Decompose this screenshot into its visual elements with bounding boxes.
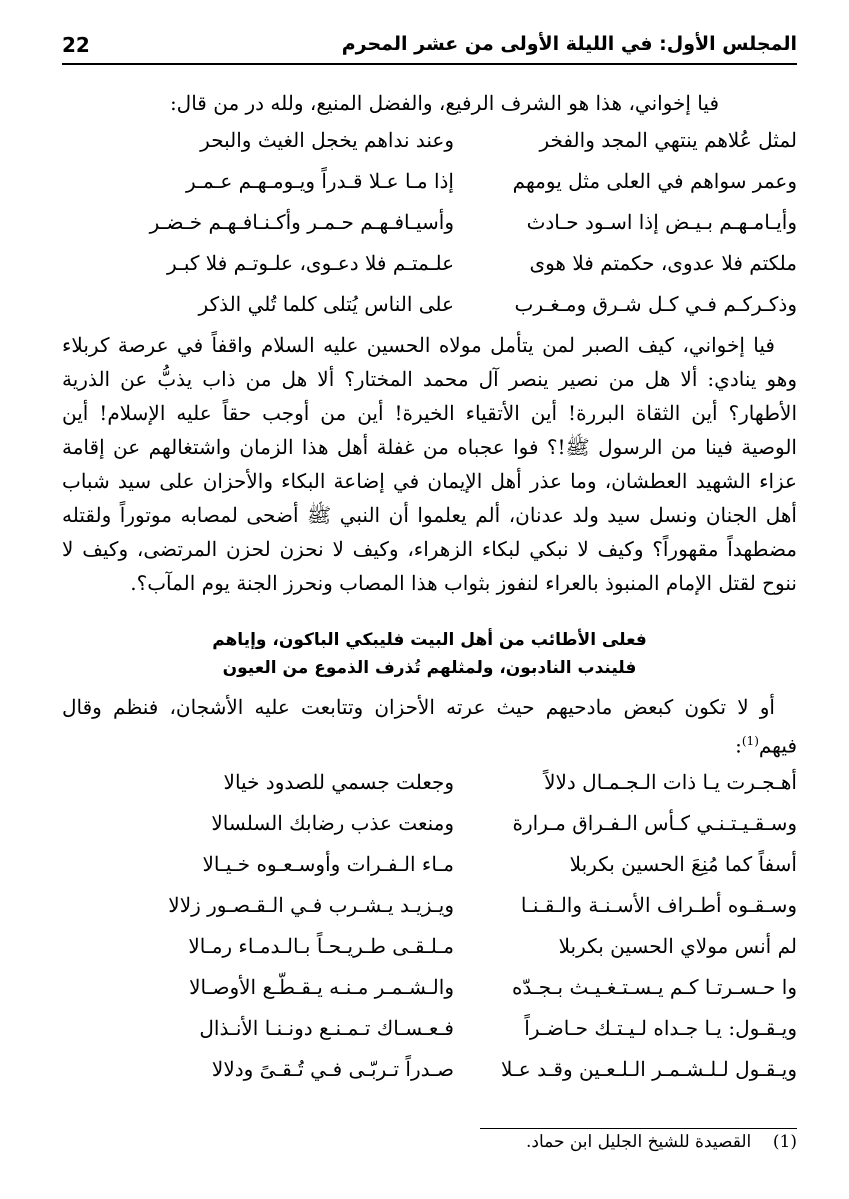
prose-couplet [62,626,797,682]
verse-first-hemistich: وسـقـيـتـنـي كـأس الـفـراق مـرارة [512,811,797,835]
verse-second-hemistich: وعند نداهم يخجل الغيث والبحر [200,128,454,152]
verse-row [62,292,797,333]
verse-first-hemistich: أهـجـرت يـا ذات الـجـمـال دلالاً [544,770,797,794]
verse-second-hemistich: مـاء الـفـرات وأوسـعـوه خـيـالا [202,852,454,876]
verse-first-hemistich: وعمر سواهم في العلى مثل يومهم [512,169,797,193]
verse-second-hemistich: ومنعت عذب رضابك السلسالا [211,811,454,835]
page-number: 22 [62,33,90,57]
verse-second-hemistich: مـلـقـى طـريـحـاً بـالـدمـاء رمـالا [188,934,454,958]
paragraph-text: أو لا تكون كبعض مادحيهم حيث عرته الأحزان وتتابعت عليه الأشجان، فنظم وقال فيهم [62,695,797,758]
couplet-line: فليندب النادبون، ولمثلهم تُذرف الذموع من العيون [222,658,637,678]
verse-second-hemistich: صـدراً تـربّـى فـي تُـقـىً ودلالا [211,1057,454,1081]
verse-first-hemistich: وا حـسـرتـا كـم يـسـتـغـيـث بـجـدّه [511,975,797,999]
verse-second-hemistich: وأسيـافـهـم حـمـر وأكـنـافـهـم خـضـر [149,210,454,234]
verse-first-hemistich: وذكـركـم فـي كـل شـرق ومـغـرب [514,292,797,316]
couplet-line: فعلى الأطائب من أهل البيت فليبكي الباكون، وإياهم [212,630,647,650]
footnote-marker: (1) [772,1132,797,1152]
verse-second-hemistich: فـعـسـاك تـمـنـع دونـنـا الأنـذال [199,1016,454,1040]
verse-row [62,1057,797,1098]
verse-first-hemistich: أسفاً كما مُنِعَ الحسين بكربلا [569,852,797,876]
verse-first-hemistich: ويـقـول لـلـشـمـر الـلـعـين وقـد عـلا [500,1057,797,1081]
verse-row [62,169,797,210]
paragraph-text: فيا إخواني، كيف الصبر لمن يتأمل مولاه الحسين عليه السلام واقفاً في عرصة كربلاء وهو ينادي: ألا هل من نصير ينصر آل محمد المختار؟ ألا هل من ذاب يذبُّ عن الذرية الأطهار؟ أين الثقاة البررة! أين الأتقياء الخيرة! أين من أوجب حقاً عليه الإسلام! أين الوصية فينا من الرسول ﷺ!؟ فوا عجباه من غفلة أهل هذا الزمان واشتغالهم عن إقامة عزاء الشهيد العطشان، وما عذر أهل الإيمان في إضاعة البكاء والأحزان على سيد شباب أهل الجنان ونسل سيد ولد عدنان، ألم يعلموا أن النبي ﷺ أضحى لمصابه موتوراً ولقتله مضطهداً مقهوراً؟ وكيف لا نبكي لبكاء الزهراء، وكيف لا نحزن لحزن المرتضى، وكيف لا ننوح لقتل الإمام المنبوذ بالعراء لنفوز بثواب هذا المصاب ونحرز الجنة يوم المآب؟. [62,333,797,595]
verse-row [62,934,797,975]
page-header [62,33,797,65]
verse-second-hemistich: ويـزيـد يـشـرب فـي الـقـصـور زلالا [168,893,454,917]
footnote-text: القصيدة للشيخ الجليل ابن حماد. [525,1132,752,1152]
verse-row [62,811,797,852]
verse-row [62,1016,797,1057]
verse-second-hemistich: على الناس يُتلى كلما تُلي الذكر [198,292,454,316]
verse-first-hemistich: لمثل عُلاهم ينتهي المجد والفخر [539,128,797,152]
chapter-title: المجلس الأول: في الليلة الأولى من عشر المحرم [341,33,797,55]
verse-first-hemistich: ويـقـول: يـا جـداه لـيـتـك حـاضـراً [524,1016,797,1040]
verse-row [62,893,797,934]
paragraph-2 [62,690,797,763]
colon: : [735,733,742,758]
poem-2 [62,770,797,1098]
verse-first-hemistich: وأيـامـهـم بـيـض إذا اسـود حـادث [526,210,797,234]
verse-first-hemistich: ملكتم فلا عدوى، حكمتم فلا هوى [529,251,797,275]
verse-row [62,210,797,251]
footnote-reference[interactable]: (1) [741,734,759,748]
verse-second-hemistich: إذا مـا عـلا قـدراً ويـومـهـم عـمـر [186,169,454,193]
verse-row [62,852,797,893]
footnote [397,1132,797,1152]
verse-row [62,975,797,1016]
paragraph-1 [62,328,797,600]
verse-row [62,770,797,811]
poem-1 [62,128,797,333]
intro-line: فيا إخواني، هذا هو الشرف الرفيع، والفضل المنيع، ولله در من قال: [169,91,719,115]
verse-first-hemistich: وسـقـوه أطـراف الأسـنـة والـقـنـا [520,893,797,917]
verse-row [62,128,797,169]
verse-second-hemistich: والـشـمـر مـنـه يـقـطّـع الأوصـالا [189,975,454,999]
verse-second-hemistich: وجعلت جسمي للصدود خيالا [223,770,454,794]
footnote-divider [480,1128,797,1129]
verse-first-hemistich: لم أنس مولاي الحسين بكربلا [558,934,797,958]
verse-second-hemistich: علـمتـم فلا دعـوى، علـوتـم فلا كبـر [166,251,454,275]
verse-row [62,251,797,292]
